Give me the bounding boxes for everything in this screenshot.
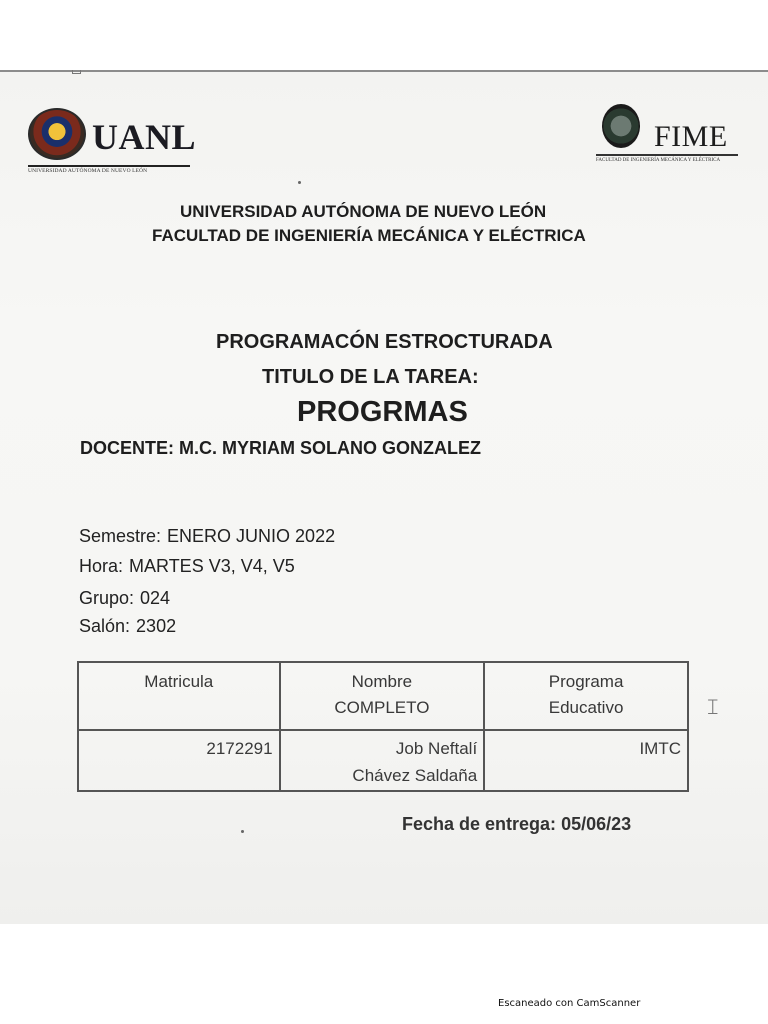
- semester-line: [79, 526, 335, 547]
- uanl-shield-icon: [28, 108, 86, 160]
- cell-nombre: [280, 730, 485, 791]
- uanl-logo-rule: [28, 165, 190, 167]
- hour-label: Hora:: [79, 556, 124, 576]
- delivery-date-line: [402, 814, 631, 835]
- course-name: PROGRAMACÓN ESTROCTURADA: [216, 331, 553, 353]
- photo-edge-mark: [72, 70, 81, 74]
- fime-logo-rule: [596, 154, 738, 156]
- cell-nombre-line1: Job Neftalí: [395, 739, 478, 758]
- uanl-logo-subtitle: UNIVERSIDAD AUTÓNOMA DE NUEVO LEÓN: [28, 168, 148, 174]
- assignment-title: PROGRMAS: [297, 396, 468, 428]
- cell-nombre-line2: Chávez Saldaña: [352, 766, 478, 785]
- photo-edge: [0, 70, 768, 72]
- room-line: [79, 616, 176, 637]
- room-value: 2302: [136, 616, 177, 636]
- hour-value: MARTES V3, V4, V5: [129, 556, 295, 576]
- hour-line: [79, 556, 295, 577]
- text-cursor-icon: 𝙸: [705, 695, 721, 720]
- fime-logo: [596, 102, 746, 172]
- fime-logo-subtitle: FACULTAD DE INGENIERÍA MECÁNICA Y ELÉCTRICA: [596, 158, 721, 163]
- header-nombre-line1: Nombre: [351, 672, 413, 691]
- dust-speck: [241, 830, 244, 833]
- fime-logo-text: FIME: [654, 120, 728, 153]
- scanned-document: [0, 70, 768, 924]
- room-label: Salón:: [79, 616, 131, 636]
- cell-programa: IMTC: [484, 730, 688, 791]
- scanner-watermark: Escaneado con CamScanner: [498, 998, 641, 1009]
- group-value: 024: [140, 588, 171, 608]
- uanl-logo: [28, 108, 198, 178]
- uanl-logo-text: UANL: [92, 117, 197, 157]
- delivery-label: Fecha de entrega:: [402, 814, 557, 834]
- dust-speck: [298, 181, 301, 184]
- teacher-line: DOCENTE: M.C. MYRIAM SOLANO GONZALEZ: [80, 438, 481, 458]
- header-nombre: [280, 662, 485, 730]
- header-matricula-text: Matricula: [144, 672, 214, 691]
- header-programa-line2: Educativo: [548, 698, 624, 717]
- delivery-date: 05/06/23: [561, 814, 632, 834]
- table-row: [78, 730, 688, 791]
- university-heading: UNIVERSIDAD AUTÓNOMA DE NUEVO LEÓN: [180, 202, 547, 221]
- fime-seal-icon: [602, 104, 640, 148]
- semester-label: Semestre:: [79, 526, 162, 546]
- faculty-heading: FACULTAD DE INGENIERÍA MECÁNICA Y ELÉCTRICA: [152, 226, 586, 245]
- student-table: [77, 661, 689, 792]
- assignment-title-label: TITULO DE LA TAREA:: [262, 366, 479, 388]
- header-programa-line1: Programa: [548, 672, 624, 691]
- table-header-row: [78, 662, 688, 730]
- group-label: Grupo:: [79, 588, 135, 608]
- header-programa: [484, 662, 688, 730]
- cell-matricula: 2172291: [78, 730, 280, 791]
- semester-value: ENERO JUNIO 2022: [167, 526, 336, 546]
- header-matricula: [78, 662, 280, 730]
- header-nombre-line2: COMPLETO: [334, 698, 430, 717]
- group-line: [79, 588, 170, 609]
